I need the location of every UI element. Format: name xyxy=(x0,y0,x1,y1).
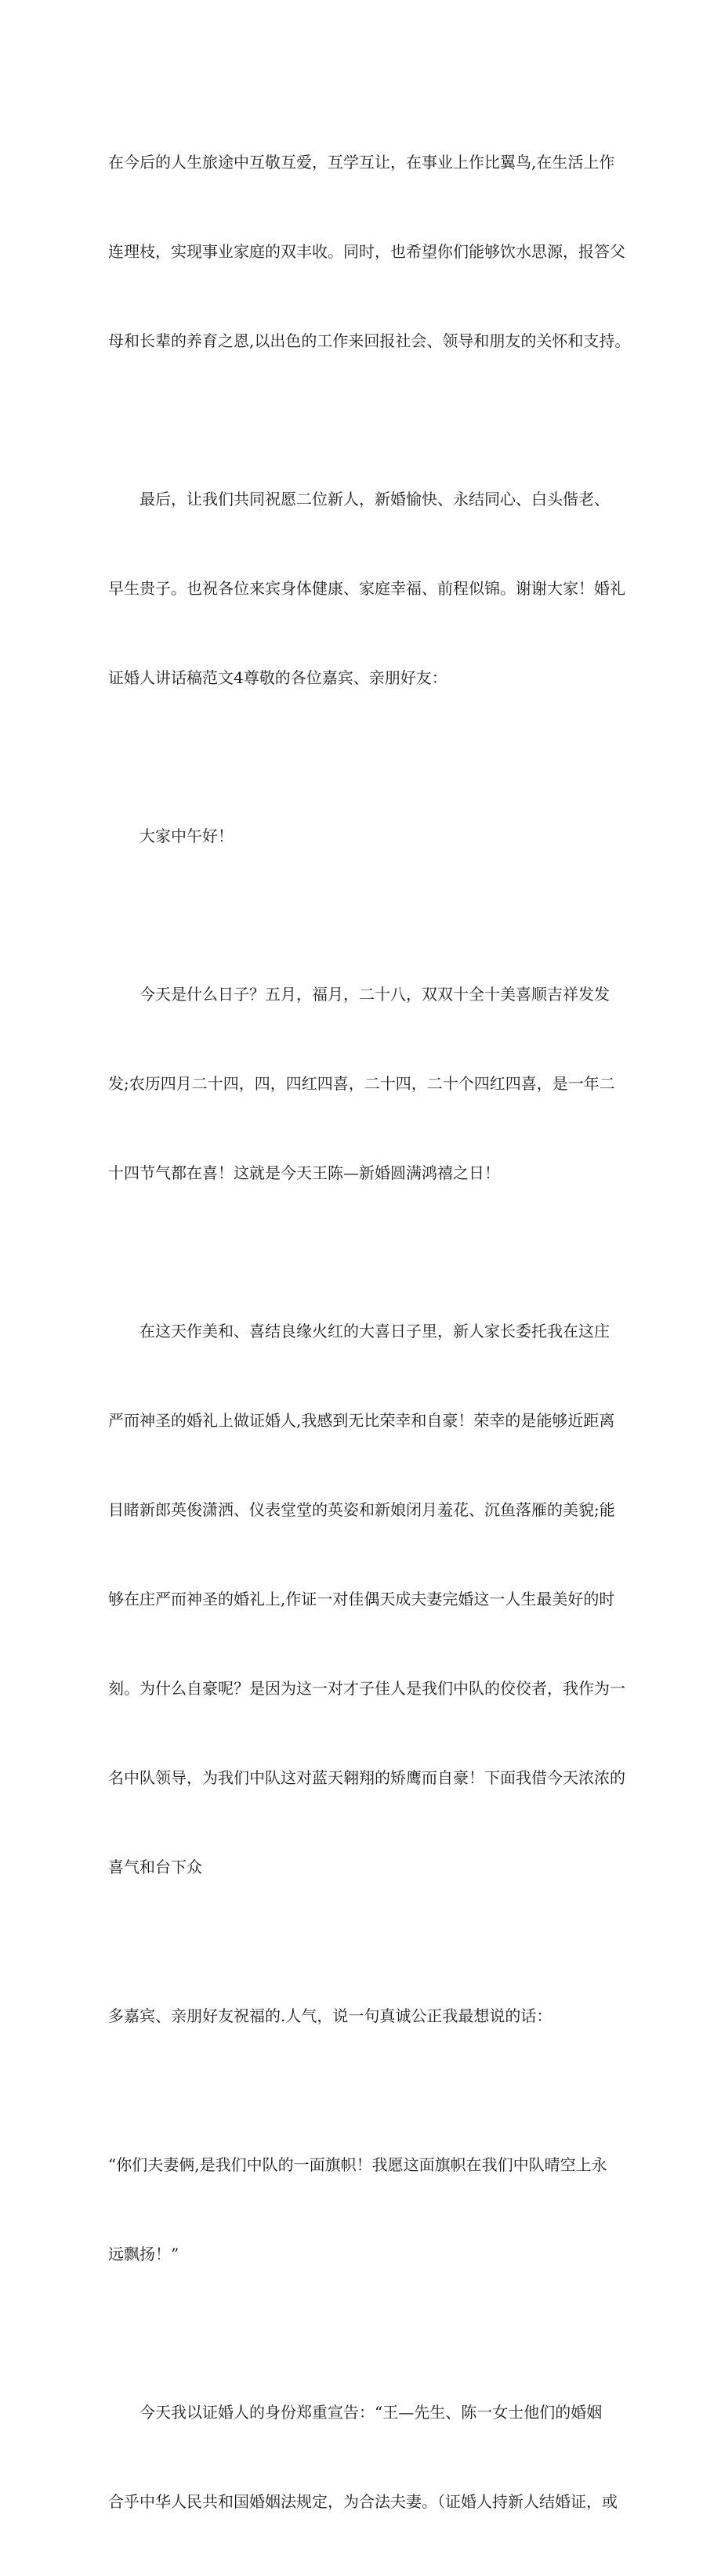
text-line: 多嘉宾、亲朋好友祝福的.人气，说一句真诚公正我最想说的话： xyxy=(108,2006,553,2025)
paragraph-quote xyxy=(108,2090,625,2328)
paragraph-date xyxy=(108,920,625,1247)
paragraph-declaration xyxy=(108,2338,625,2576)
paragraph-greeting xyxy=(108,762,625,910)
text-line: 在今后的人生旅途中互敬互爱，互学互让，在事业上作比翼鸟,在生活上作 xyxy=(108,153,615,172)
document-body xyxy=(108,88,631,2576)
text-line: 够在庄严而神圣的婚礼上,作证一对佳偶天成夫妻完婚这一人生最美好的时 xyxy=(108,1590,615,1608)
text-line: 连理枝，实现事业家庭的双丰收。同时，也希望你们能够饮水思源，报答父 xyxy=(108,242,625,261)
paragraph-guests xyxy=(108,1941,625,2090)
text-line: 发;农历四月二十四，四，四红四喜，二十四，二十个四红四喜，是一年二 xyxy=(108,1074,615,1093)
text-line: 严而神圣的婚礼上做证婚人,我感到无比荣幸和自豪！荣幸的是能够近距离 xyxy=(108,1411,615,1430)
text-line: 大家中午好！ xyxy=(139,827,234,845)
paragraph-closing-blessing xyxy=(108,425,625,752)
text-line: 名中队领导，为我们中队这对蓝天翱翔的矫鹰而自豪！下面我借今天浓浓的 xyxy=(108,1768,625,1787)
text-line: 最后，让我们共同祝愿二位新人，新婚愉快、永结同心、白头偕老、 xyxy=(139,490,610,508)
text-line: 目睹新郎英俊潇洒、仪表堂堂的英姿和新娘闭月羞花、沉鱼落雁的美貌;能 xyxy=(108,1500,615,1519)
text-line: 证婚人讲话稿范文4尊敬的各位嘉宾、亲朋好友： xyxy=(108,668,447,687)
text-line: 早生贵子。也祝各位来宾身体健康、家庭幸福、前程似锦。谢谢大家！婚礼 xyxy=(108,579,625,598)
text-line: 刻。为什么自豪呢？是因为这一对才子佳人是我们中队的佼佼者，我作为一 xyxy=(108,1679,625,1698)
paragraph-honor xyxy=(108,1257,625,1941)
text-line: 在这天作美和、喜结良缘火红的大喜日子里，新人家长委托我在这庄 xyxy=(139,1322,610,1340)
text-line: “你们夫妻俩,是我们中队的一面旗帜！我愿这面旗帜在我们中队晴空上永 xyxy=(108,2155,607,2174)
text-line: 合乎中华人民共和国婚姻法规定，为合法夫妻。（证婚人持新人结婚证，或 xyxy=(108,2492,618,2511)
text-line: 喜气和台下众 xyxy=(108,1858,202,1876)
paragraph-wishes xyxy=(108,88,631,415)
text-line: 远飘扬！” xyxy=(108,2245,179,2263)
text-line: 今天我以证婚人的身份郑重宣告：“王—先生、陈一女士他们的婚姻 xyxy=(139,2403,603,2422)
text-line: 十四节气都在喜！这就是今天王陈—新婚圆满鸿禧之日！ xyxy=(108,1163,500,1182)
text-line: 母和长辈的养育之恩,以出色的工作来回报社会、领导和朋友的关怀和支持。 xyxy=(108,331,631,350)
text-line: 今天是什么日子？五月，福月，二十八，双双十全十美喜顺吉祥发发 xyxy=(139,985,610,1004)
